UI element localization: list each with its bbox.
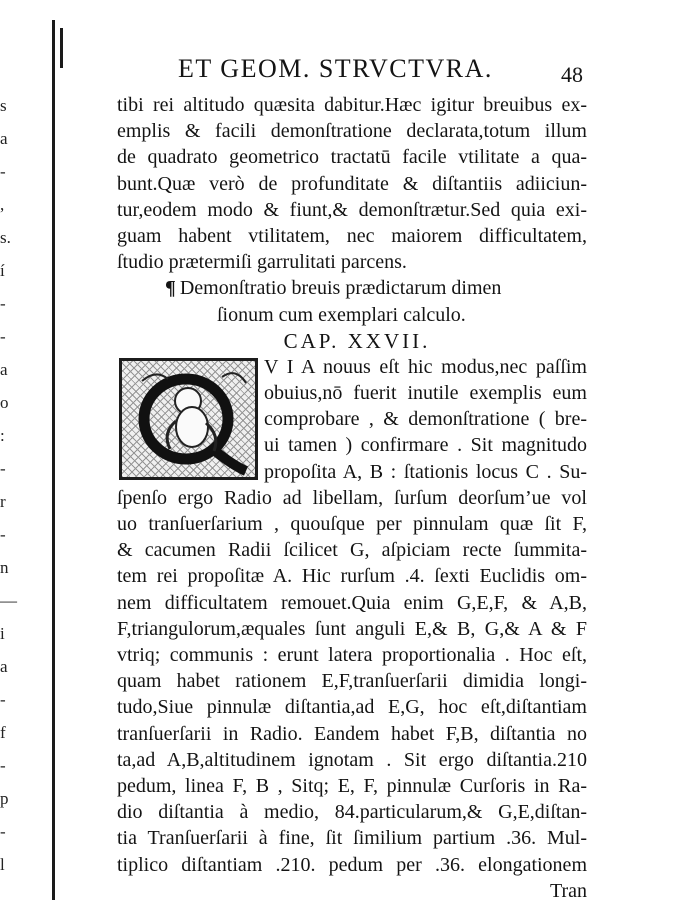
margin-fragment: s.	[0, 228, 11, 247]
margin-fragment: f	[0, 723, 6, 742]
margin-fragment: -	[0, 756, 6, 775]
paragraph-1-line: de quadrato geometrico tractatū facile vtilitate a qua-	[117, 146, 587, 169]
paragraph-1-line: guam habent vtilitatem, nec maiorem difficultatem,	[117, 224, 587, 247]
margin-fragment: a	[0, 129, 8, 148]
paragraph-2-line: F,triangulorum,æquales ſunt anguli E,& B, G,& A & F	[117, 617, 587, 640]
text-beside-initial	[264, 354, 587, 485]
paragraph-2	[117, 485, 587, 878]
catchword: Tran	[549, 879, 587, 902]
paragraph-2-line: quam habet rationem E,F,tranſuerſarii dimidia longi-	[117, 670, 587, 693]
putto-illustration-icon	[122, 361, 255, 477]
margin-fragment: ,	[0, 195, 5, 214]
margin-fragment: :	[0, 426, 5, 445]
paragraph-1	[117, 92, 587, 275]
page-number: 48	[561, 62, 583, 87]
initial-row	[117, 354, 587, 485]
margin-fragment: r	[0, 492, 6, 511]
rubric-line-2: ſionum cum exemplari calculo.	[217, 303, 466, 326]
margin-fragment: í	[0, 261, 5, 280]
paragraph-1-line: emplis & facili demonſtratione declarata,totum illum	[117, 120, 587, 143]
paragraph-2-line: vtriq; communis : erunt latera proportionalia . Hoc eſt,	[117, 644, 587, 666]
chapter-heading: CAP. XXVII.	[283, 328, 431, 353]
paragraph-2-line: tem rei propoſitæ A. Hic rurſum .4. ſexti Euclidis om-	[117, 565, 587, 588]
paragraph-1-line: ſtudio prætermiſi garrulitati parcens.	[117, 251, 407, 274]
paragraph-2-line: ſpenſo ergo Radio ad libellam, ſurſum deorſum’ue vol	[117, 486, 587, 509]
paragraph-2-line: tiplico diſtantiam .210. pedum per .36. elongationem	[117, 853, 587, 876]
decorated-initial-q-icon	[119, 358, 258, 480]
rubric-text-1: Demonſtratio breuis prædictarum dimen	[179, 277, 502, 300]
paragraph-2-line: nem difficultatem remouet.Quia enim G,E,F, & A,B,	[117, 591, 587, 614]
paragraph-1-line: tur,eodem modo & fiunt,& demonſtrætur.Sed quia exi-	[117, 198, 587, 221]
paragraph-2-line: ta,ad A,B,altitudinem ignotam . Sit ergo diſtantia.210	[117, 748, 587, 771]
gutter-binding-line	[52, 20, 55, 900]
paragraph-1-line: bunt.Quæ verò de profunditate & diſtantiis adiiciun-	[117, 172, 587, 195]
paragraph-2-line: uo tranſuerſarium , quouſque per pinnulam quæ ſit F,	[117, 513, 587, 536]
margin-fragment: -	[0, 162, 6, 181]
margin-fragment: -	[0, 294, 6, 313]
margin-fragment: -	[0, 459, 6, 478]
margin-fragment: -	[0, 822, 6, 841]
margin-fragment: i	[0, 624, 5, 643]
text-block	[117, 92, 587, 904]
margin-fragment: —	[0, 591, 17, 610]
margin-fragment: a	[0, 657, 8, 676]
paragraph-2-line: & cacumen Radii ſcilicet G, aſpiciam recte ſummita-	[117, 539, 587, 562]
initial-adjacent-line: propoſita A, B : ſtationis locus C . Su-	[264, 460, 587, 483]
initial-adjacent-line: V I A nouus eſt hic modus,nec paſſim	[264, 355, 587, 378]
margin-fragment: n	[0, 558, 9, 577]
paragraph-2-line: tia Tranſuerſarii à fine, ſit ſimilium partium .36. Mul-	[117, 827, 587, 850]
paragraph-2-line: pedum, linea F, B , Sitq; E, F, pinnulæ Curſoris in Ra-	[117, 774, 587, 797]
paragraph-2-line: tranſuerſarii in Radio. Eandem habet F,B, diſtantia no	[117, 722, 587, 745]
margin-fragment: -	[0, 690, 6, 709]
margin-fragment: a	[0, 360, 8, 379]
paragraph-2-line: dio diſtantia à medio, 84.particularum,& G,E,diſtan-	[117, 801, 587, 824]
gutter-mark	[60, 28, 63, 68]
initial-adjacent-line: comprobare , & demonſtratione ( bre-	[264, 408, 587, 431]
margin-fragment: s	[0, 96, 7, 115]
margin-fragment: -	[0, 525, 6, 544]
initial-adjacent-line: ui tamen ) confirmare . Sit magnitudo	[264, 434, 587, 457]
running-head: ET GEOM. STRVCTVRA.	[178, 54, 493, 83]
pilcrow-icon: ¶	[165, 277, 176, 300]
margin-fragment: l	[0, 855, 5, 874]
margin-fragment: p	[0, 789, 9, 808]
initial-adjacent-line: obuius,nō fuerit inutile exemplis eum	[264, 382, 587, 405]
margin-fragment: o	[0, 393, 9, 412]
rubric-line-1	[117, 275, 587, 301]
paragraph-2-line: tudo,Siue pinnulæ diſtantia,ad E,G, hoc eſt,diſtantiam	[117, 696, 587, 719]
paragraph-1-line: tibi rei altitudo quæsita dabitur.Hæc igitur breuibus ex-	[117, 94, 587, 116]
margin-fragment: -	[0, 327, 6, 346]
